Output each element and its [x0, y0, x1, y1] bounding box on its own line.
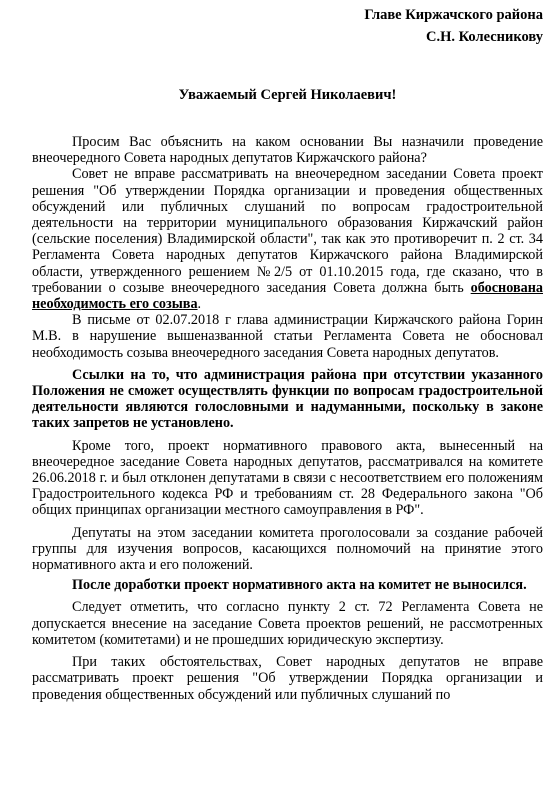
- paragraph-conclusion: При таких обстоятельствах, Совет народных депутатов не вправе рассматривать проект решения "Об утверждении Порядка организации и проведения общественных обсуждений или публичных слушаний по: [32, 654, 543, 703]
- salutation: Уважаемый Сергей Николаевич!: [178, 87, 397, 103]
- paragraph-regulation-end: .: [197, 296, 202, 313]
- paragraph-letter: В письме от 02.07.2018 г глава администрации Киржачского района Горин М.В. в нарушение вышеназванной статьи Регламента Совета не обосновал необходимость созыва внеочередного заседания Совета народных депутатов.: [32, 312, 543, 361]
- addressee-title: Главе Киржачского района: [364, 7, 543, 23]
- paragraph-regulation-text: Совет не вправе рассматривать на внеочередном заседании Совета проект решения "Об утверждении Порядка организации и проведения общественных обсуждений или публичных слушаний по вопросам градостроительной деятельности на территории муниципального образования Киржачский район (сельские поселения) Владимирской области", так как это противоречит п. 2 ст. 34 Регламента Совета народных депутатов Киржачского района Владимирской области, утвержденного решением №2/5 от 01.10.2015 года, где сказано, что в требовании о созыве внеочередного заседания Совета должна быть: [32, 166, 543, 296]
- paragraph-article-72: Следует отметить, что согласно пункту 2 ст. 72 Регламента Совета не допускается внесение на заседание Совета проектов решений, не рассмотренных комитетом (комитетами) и не прошедших юридическую экспертизу.: [32, 599, 543, 648]
- paragraph-working-group: Депутаты на этом заседании комитета проголосовали за создание рабочей группы для изучения вопросов, касающихся полномочий на принятие этого нормативного акта и его положений.: [32, 524, 543, 574]
- paragraph-regulation: [32, 166, 543, 312]
- paragraph-not-submitted: После доработки проект нормативного акта на комитет не выносился.: [72, 577, 527, 594]
- addressee-name: С.Н. Колесникову: [425, 29, 543, 45]
- paragraph-question: Просим Вас объяснить на каком основании Вы назначили проведение внеочередного Совета народных депутатов Киржачского района?: [32, 134, 543, 167]
- paragraph-committee: Кроме того, проект нормативного правового акта, вынесенный на внеочередное заседание Совета народных депутатов, рассматривался на комитете 26.06.2018 г. и был отклонен депутатами в связи с несоответствием его положениям Градостроительного кодекса РФ и требованиям ст. 28 Федерального закона "Об общих принципах организации местного самоуправления в РФ".: [32, 437, 543, 519]
- paragraph-references: Ссылки на то, что администрация района при отсутствии указанного Положения не сможет осуществлять функции по вопросам градостроительной деятельности являются голословными и надуманными, поскольку в законе таких запретов не установлено.: [32, 366, 543, 432]
- emphasis-justification: обоснована необходимость его созыва: [32, 279, 543, 313]
- addressee-block: [32, 4, 543, 48]
- letter-body: [32, 134, 543, 703]
